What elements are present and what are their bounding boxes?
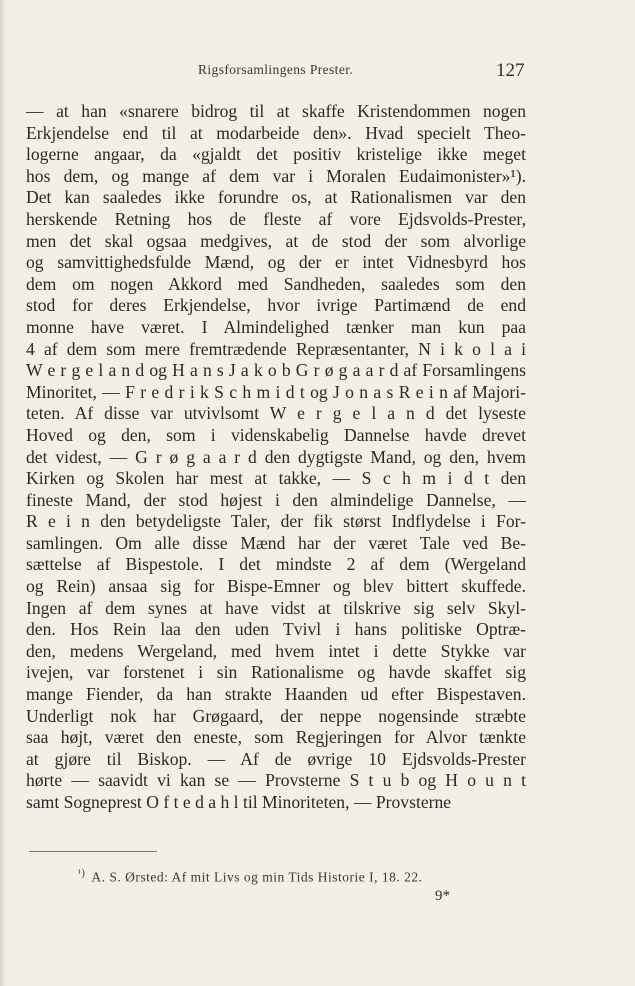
text-line: den, medens Wergeland, med hvem intet i dette Stykke var (26, 640, 526, 661)
text-line: ivejen, var forstenet i sin Rationalisme og havde skaffet sig (26, 662, 526, 683)
signature-mark: 9* (435, 888, 450, 904)
text-line: og Rein) ansaa sig for Bispe-Emner og blev bittert skuffede. (26, 576, 526, 597)
text-line: at gjøre til Biskop. — Af de øvrige 10 Ejdsvolds-Prester (26, 748, 526, 769)
text-line: saa højt, været den eneste, som Regjeringen for Alvor tænkte (26, 727, 526, 748)
text-line: samt Sogneprest O f t e d a h l til Minoriteten, — Provsterne (26, 792, 452, 812)
text-line: teten. Af disse var utvivlsomt W e r g e l a n d det lyseste (26, 403, 526, 424)
text-line: 4 af dem som mere fremtrædende Repræsentanter, N i k o l a i (26, 338, 526, 359)
footnote (78, 868, 422, 886)
running-head: Rigsforsamlingens Prester. (198, 62, 354, 77)
text-line: men det skal ogsaa medgives, at de stod der som alvorlige (26, 230, 526, 251)
body-text (26, 101, 526, 814)
text-line: Det kan saaledes ikke forundre os, at Rationalismen var den (26, 187, 526, 208)
text-line: sættelse af Bispestole. I det mindste 2 af dem (Wergeland (26, 554, 526, 575)
text-line: — at han «snarere bidrog til at skaffe Kristendommen nogen (26, 101, 526, 121)
text-line: W e r g e l a n d og H a n s J a k o b G r ø g a a r d af Forsamlingens (26, 360, 526, 381)
text-line: logerne angaar, da «gjaldt det positiv kristelige ikke meget (26, 144, 526, 165)
page-number: 127 (496, 60, 525, 81)
text-line: dem om nogen Akkord med Sandheden, saaledes som den (26, 273, 526, 294)
text-line: og samvittighedsfulde Mænd, og der er intet Vidnesbyrd hos (26, 252, 526, 273)
text-line: Underligt nok har Grøgaard, der neppe nogensinde stræbte (26, 705, 526, 726)
text-line: Hoved og den, som i videnskabelig Dannelse havde drevet (26, 424, 526, 445)
text-line: Erkjendelse end til at modarbeide den». Hvad specielt Theo- (26, 122, 526, 143)
text-line: det videst, — G r ø g a a r d den dygtigste Mand, og den, hvem (26, 446, 526, 467)
text-line: den. Hos Rein laa den uden Tvivl i hans politiske Optræ- (26, 619, 526, 640)
footnote-rule (29, 851, 157, 852)
page-edge (0, 0, 6, 986)
text-line: Kirken og Skolen har mest at takke, — S c h m i d t den (26, 468, 526, 489)
text-line: R e i n den betydeligste Taler, der fik størst Indflydelse i For- (26, 511, 526, 532)
text-line: samlingen. Om alle disse Mænd har der været Tale ved Be- (26, 532, 526, 553)
text-line: fineste Mand, der stod højest i den almindelige Dannelse, — (26, 489, 526, 510)
text-line: Ingen af dem synes at have vidst at tilskrive sig selv Skyl- (26, 597, 526, 618)
text-line: herskende Retning hos de fleste af vore Ejdsvolds-Prester, (26, 208, 526, 229)
text-line: monne have været. I Almindelighed tænker man kun paa (26, 316, 526, 337)
footnote-mark: ¹) (78, 868, 86, 879)
text-line: mange Fiender, da han strakte Haanden ud efter Bispestaven. (26, 684, 526, 705)
text-line: hos dem, og mange af dem var i Moralen Eudaimonister»¹). (26, 165, 526, 186)
text-line: stod for deres Erkjendelse, hvor ivrige Partimænd de end (26, 295, 526, 316)
footnote-text: A. S. Ørsted: Af mit Livs og min Tids Historie I, 18. 22. (91, 869, 423, 885)
text-line: Minoritet, — F r e d r i k S c h m i d t og J o n a s R e i n af Majori- (26, 381, 526, 402)
text-line: hørte — saavidt vi kan se — Provsterne S t u b og H o u n t (26, 770, 526, 791)
